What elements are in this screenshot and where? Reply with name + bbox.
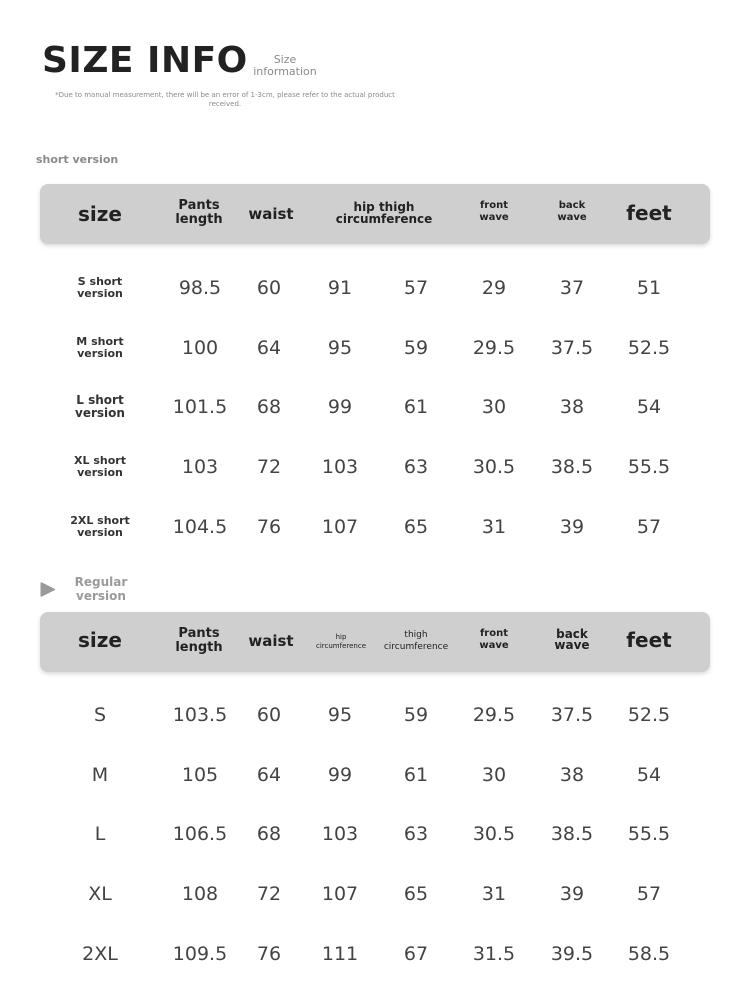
hip-cell: 95	[327, 337, 353, 359]
waist-cell: 72	[256, 883, 282, 905]
front-wave-cell: 31	[481, 516, 507, 538]
note-line-2: received.	[208, 100, 242, 108]
size-cell: S	[93, 704, 107, 726]
feet-cell: 51	[636, 277, 662, 299]
table-row	[0, 507, 750, 547]
regular-version-label	[66, 575, 136, 603]
size-cell-line-2: version	[77, 466, 123, 479]
short-col-pants-length	[175, 199, 222, 227]
regular-col-thigh-l2: circumference	[383, 642, 449, 652]
regular-col-back-wave-l1: back	[556, 627, 588, 641]
measurement-note	[55, 91, 395, 109]
table-row	[0, 328, 750, 368]
short-col-back-wave-l2: wave	[557, 212, 587, 223]
front-wave-cell: 31	[481, 883, 507, 905]
back-wave-cell: 38	[559, 396, 585, 418]
pants-length-cell: 109.5	[172, 943, 228, 965]
size-cell	[75, 394, 125, 420]
short-col-pants-length-l2: length	[175, 212, 223, 227]
size-cell-line-2: version	[77, 526, 123, 539]
short-col-back-wave-l1: back	[558, 200, 586, 211]
hip-cell: 107	[321, 883, 359, 905]
table-row	[0, 874, 750, 914]
regular-col-front-wave-l1: front	[479, 628, 509, 639]
short-col-front-wave-l2: wave	[479, 212, 509, 223]
size-cell: M	[91, 764, 109, 786]
feet-cell: 58.5	[627, 943, 671, 965]
waist-cell: 68	[256, 396, 282, 418]
table-row	[0, 814, 750, 854]
front-wave-cell: 30.5	[472, 456, 516, 478]
pants-length-cell: 100	[181, 337, 219, 359]
hip-cell: 99	[327, 764, 353, 786]
thigh-cell: 63	[403, 823, 429, 845]
size-cell-line-2: version	[77, 287, 123, 300]
back-wave-cell: 37	[559, 277, 585, 299]
back-wave-cell: 37.5	[550, 337, 594, 359]
feet-cell: 55.5	[627, 456, 671, 478]
subtitle-line-2: information	[253, 65, 317, 78]
hip-cell: 95	[327, 704, 353, 726]
table-row	[0, 755, 750, 795]
front-wave-cell: 29.5	[472, 337, 516, 359]
waist-cell: 64	[256, 337, 282, 359]
back-wave-cell: 37.5	[550, 704, 594, 726]
waist-cell: 76	[256, 943, 282, 965]
size-cell	[76, 336, 123, 360]
subtitle-line-1: Size	[273, 53, 297, 66]
regular-col-back-wave-l2: wave	[554, 638, 590, 652]
feet-cell: 54	[636, 396, 662, 418]
table-row	[0, 695, 750, 735]
table-row	[0, 268, 750, 308]
thigh-cell: 57	[403, 277, 429, 299]
front-wave-cell: 29.5	[472, 704, 516, 726]
regular-label-line-2: version	[76, 589, 126, 603]
back-wave-cell: 38.5	[550, 823, 594, 845]
feet-cell: 55.5	[627, 823, 671, 845]
size-cell-line-1: L short	[76, 393, 124, 407]
pants-length-cell: 103.5	[172, 704, 228, 726]
regular-col-hip-l2: circumference	[315, 642, 367, 650]
regular-col-hip-l1: hip	[335, 633, 347, 641]
short-col-waist: waist	[248, 205, 294, 223]
regular-col-hip	[316, 633, 366, 651]
short-col-size: size	[78, 202, 122, 226]
regular-col-thigh	[384, 629, 448, 653]
short-col-front-wave	[479, 200, 508, 224]
regular-label-line-1: Regular	[74, 575, 128, 589]
hip-cell: 107	[321, 516, 359, 538]
pants-length-cell: 98.5	[178, 277, 222, 299]
size-cell-line-2: version	[75, 406, 125, 420]
thigh-cell: 61	[403, 396, 429, 418]
size-cell	[70, 515, 130, 539]
table-row	[0, 447, 750, 487]
hip-cell: 111	[321, 943, 359, 965]
table-row	[0, 934, 750, 974]
front-wave-cell: 29	[481, 277, 507, 299]
front-wave-cell: 31.5	[472, 943, 516, 965]
short-col-front-wave-l1: front	[479, 200, 509, 211]
regular-col-waist: waist	[248, 632, 294, 650]
back-wave-cell: 39	[559, 516, 585, 538]
size-cell-line-1: XL short	[74, 454, 126, 467]
short-col-back-wave	[557, 200, 586, 224]
regular-col-pants-length-l2: length	[175, 640, 223, 655]
pants-length-cell: 101.5	[172, 396, 228, 418]
short-table-header	[40, 184, 710, 244]
waist-cell: 60	[256, 277, 282, 299]
regular-col-feet: feet	[626, 628, 672, 652]
size-cell-line-1: 2XL short	[70, 514, 130, 527]
back-wave-cell: 38	[559, 764, 585, 786]
pants-length-cell: 106.5	[172, 823, 228, 845]
feet-cell: 57	[636, 883, 662, 905]
pants-length-cell: 108	[181, 883, 219, 905]
hip-cell: 103	[321, 456, 359, 478]
regular-col-front-wave	[479, 628, 508, 652]
feet-cell: 52.5	[627, 337, 671, 359]
regular-table-header	[40, 612, 710, 672]
size-cell-line-1: S short	[77, 275, 123, 288]
table-row	[0, 387, 750, 427]
size-cell-line-1: M short	[76, 335, 124, 348]
feet-cell: 57	[636, 516, 662, 538]
short-version-label: short version	[36, 153, 119, 166]
back-wave-cell: 39	[559, 883, 585, 905]
short-col-pants-length-l1: Pants	[178, 198, 220, 213]
thigh-cell: 65	[403, 883, 429, 905]
hip-cell: 99	[327, 396, 353, 418]
regular-col-pants-length-l1: Pants	[178, 626, 220, 641]
size-cell	[77, 276, 123, 300]
regular-col-size: size	[78, 628, 122, 652]
page-title: SIZE INFO	[42, 40, 248, 81]
short-col-feet: feet	[626, 201, 672, 225]
feet-cell: 52.5	[627, 704, 671, 726]
regular-col-thigh-l1: thigh	[404, 630, 428, 640]
note-line-1: *Due to manual measurement, there will be an error of 1-3cm, please refer to the actual product	[55, 91, 395, 99]
waist-cell: 60	[256, 704, 282, 726]
pants-length-cell: 103	[181, 456, 219, 478]
front-wave-cell: 30.5	[472, 823, 516, 845]
play-icon	[40, 581, 56, 598]
waist-cell: 68	[256, 823, 282, 845]
thigh-cell: 63	[403, 456, 429, 478]
hip-cell: 91	[327, 277, 353, 299]
waist-cell: 72	[256, 456, 282, 478]
size-cell: XL	[88, 883, 112, 905]
waist-cell: 76	[256, 516, 282, 538]
size-cell: 2XL	[82, 943, 118, 965]
short-col-hip-thigh-l2: circumference	[335, 212, 433, 226]
thigh-cell: 61	[403, 764, 429, 786]
regular-col-pants-length	[175, 627, 222, 655]
regular-col-front-wave-l2: wave	[479, 640, 509, 651]
feet-cell: 54	[636, 764, 662, 786]
front-wave-cell: 30	[481, 764, 507, 786]
pants-length-cell: 104.5	[172, 516, 228, 538]
short-col-hip-thigh	[336, 201, 433, 225]
size-cell: L	[94, 823, 106, 845]
page-subtitle	[245, 54, 325, 78]
regular-col-back-wave	[554, 629, 589, 651]
thigh-cell: 59	[403, 337, 429, 359]
size-cell-line-2: version	[77, 347, 123, 360]
back-wave-cell: 39.5	[550, 943, 594, 965]
thigh-cell: 65	[403, 516, 429, 538]
waist-cell: 64	[256, 764, 282, 786]
hip-cell: 103	[321, 823, 359, 845]
back-wave-cell: 38.5	[550, 456, 594, 478]
short-col-hip-thigh-l1: hip thigh	[353, 200, 415, 214]
size-cell	[74, 455, 126, 479]
front-wave-cell: 30	[481, 396, 507, 418]
thigh-cell: 59	[403, 704, 429, 726]
pants-length-cell: 105	[181, 764, 219, 786]
thigh-cell: 67	[403, 943, 429, 965]
